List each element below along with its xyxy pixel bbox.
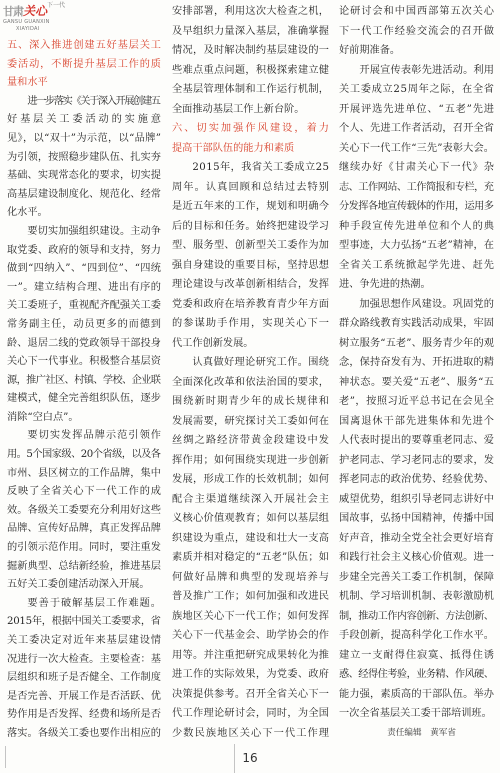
line-text: 代工作创新发展。 <box>172 337 254 349</box>
text-line <box>172 217 329 237</box>
line-text: 决策提供参考。召开全省关心下一 <box>172 688 330 700</box>
line-text: 提高干部队伍的能力和素质 <box>172 142 295 154</box>
text-line <box>7 595 161 614</box>
line-text: 能力强，素质高的干部队伍。举办 <box>339 688 495 700</box>
text-line <box>7 130 161 149</box>
text-line <box>7 669 161 688</box>
editor-credit: 责任编辑 黄军省 <box>387 727 456 738</box>
text-line <box>7 353 161 372</box>
text-line <box>7 409 161 428</box>
text-line <box>7 613 161 632</box>
line-text: 进、争先进的热潮。 <box>339 279 431 290</box>
text-line <box>7 558 161 577</box>
text-line <box>7 427 161 446</box>
text-line <box>339 490 494 510</box>
line-text: 关工委决定对近年来基层建设情 <box>7 635 162 646</box>
text-line <box>172 2 329 22</box>
line-text: 周年。认真回顾和总结过去特别 <box>172 181 331 193</box>
text-line <box>172 41 329 61</box>
text-line <box>172 353 329 373</box>
text-line <box>7 502 161 521</box>
line-text: 何做好品牌和典型的发现培养与 <box>172 571 331 583</box>
column-body <box>339 2 494 724</box>
text-line <box>172 139 329 159</box>
text-line <box>172 470 329 490</box>
text-line <box>7 576 161 595</box>
line-text: 义核心价值观教育；如何以基层组 <box>172 513 330 524</box>
line-text: 些难点重点问题，积极探索建立健 <box>172 64 330 76</box>
text-line <box>339 373 494 393</box>
line-text: 论研讨会和中国西部第五次关心 <box>339 6 495 17</box>
line-text: 开展宣传表彰先进活动。利用 <box>359 64 495 76</box>
paragraph-continued <box>339 2 494 61</box>
line-text: 五好关工委创建活动深入开展。 <box>7 579 150 591</box>
line-text: 普及推广工作；如何加强和改进民 <box>172 591 330 602</box>
line-text: 关心下一代工作“三先”表彰大会。 <box>339 142 495 154</box>
text-line <box>339 22 494 42</box>
line-text: 要善于破解基层工作难题。 <box>27 597 163 609</box>
text-line <box>7 56 161 75</box>
text-line <box>7 37 161 56</box>
text-line <box>339 41 494 61</box>
line-text: 树立服务“五老”、服务青少年的观 <box>339 337 495 349</box>
text-line <box>7 316 161 335</box>
text-line <box>339 704 494 724</box>
line-text: 为引领，按照稳步建队伍、扎实夯 <box>7 151 162 163</box>
line-text: 下一代工作经验交流会的召开做 <box>339 25 495 37</box>
line-text: 落实。各级关工委也要作出相应的 <box>7 727 162 739</box>
line-text: 是近五年来的工作，规划和明确今 <box>172 201 330 212</box>
paragraph <box>339 61 494 295</box>
line-text: 理论建设与改革创新相结合，发挥 <box>172 279 330 290</box>
text-line <box>339 236 494 256</box>
text-line <box>172 587 329 607</box>
line-text: 及早组织力量深入基层，准确掌握 <box>172 25 330 37</box>
line-text: 要切实发挥品牌示范引领作 <box>27 430 163 442</box>
line-text: 型事迹，大力弘扬“五老”精神，在 <box>339 240 495 251</box>
text-line <box>172 685 329 705</box>
text-line <box>172 158 329 178</box>
line-text: 分发挥各地宣传载体的作用，运用多 <box>339 201 494 212</box>
line-text: 基础、实现常态化的要求，切实提 <box>7 170 162 182</box>
text-line <box>172 490 329 510</box>
line-text: 种手段宣传先进单位和个人的典 <box>339 220 495 232</box>
line-text: 的引领示范作用。同时，要注重发 <box>7 542 162 554</box>
text-line <box>339 568 494 588</box>
line-text: 情况，及时解决制约基层建设的一 <box>172 45 330 56</box>
line-text: 六、切实加强作风建设，着力 <box>172 123 332 134</box>
line-text: 源，推广社区、村镇、学校、企业联 <box>7 374 161 386</box>
line-text: 威望优势，组织引导老同志讲好中 <box>339 493 495 505</box>
line-text: 和践行社会主义核心价值观。进一 <box>339 552 495 563</box>
line-text: 好声音，推动全党全社会更好培育 <box>339 532 495 544</box>
text-line <box>172 314 329 334</box>
line-text: 型、服务型、创新型关工委作为加 <box>172 240 330 251</box>
text-line <box>339 100 494 120</box>
text-line <box>7 93 161 112</box>
text-line <box>172 178 329 198</box>
text-line <box>339 451 494 471</box>
line-text: 委活动，不断提升基层工作的质 <box>7 58 162 70</box>
line-text: 见》，以“双十”为示范，以“品牌” <box>7 132 162 144</box>
paragraph <box>172 158 329 353</box>
line-text: 要切实加强组织建设。主动争 <box>27 225 162 237</box>
line-text: 势作用是否发挥、经费和场所是否 <box>7 709 162 721</box>
text-line <box>339 353 494 373</box>
text-line <box>339 217 494 237</box>
text-line <box>339 158 494 178</box>
text-line <box>172 568 329 588</box>
text-line <box>172 373 329 393</box>
line-text: 丝绸之路经济带黄金段建设中发 <box>172 435 331 446</box>
line-text: 国离退休干部先进集体和先进个 <box>339 415 495 427</box>
line-text: 品牌、宣传好品牌，真正发挥品牌 <box>7 523 162 535</box>
line-text: 加强思想作风建设。巩固党的 <box>359 298 495 310</box>
line-text: 建立一支耐得住寂寞、抵得住诱 <box>339 649 495 661</box>
text-column-1 <box>7 37 164 744</box>
text-line <box>172 626 329 646</box>
text-line <box>7 539 161 558</box>
text-line <box>339 2 494 22</box>
line-text: 一”。建立结构合理、进出有序的 <box>7 281 162 293</box>
line-text: 代工作理论研讨会，同时，为全国 <box>172 708 330 719</box>
line-text: 用。5个国家级、20个省级，以及各 <box>7 449 161 461</box>
line-text: 全面深化改革和依法治国的要求， <box>172 376 330 388</box>
text-line <box>339 119 494 139</box>
line-text: 高基层建设制度化、规范化、经常 <box>7 188 162 200</box>
text-line <box>7 688 161 707</box>
text-line <box>172 80 329 100</box>
line-text: 市州、县区树立的工作品牌，集中 <box>7 467 162 479</box>
text-line <box>7 186 161 205</box>
line-text: 配合主渠道继续深入开展社会主 <box>172 493 331 505</box>
text-line <box>172 236 329 256</box>
section-heading <box>172 119 332 158</box>
line-text: 围绕新时期青少年的成长规律和 <box>172 396 331 407</box>
text-line <box>172 295 329 315</box>
text-line <box>339 607 494 627</box>
text-line <box>339 314 494 334</box>
line-text: 认真做好理论研究工作。围绕 <box>192 357 330 368</box>
logo-text-xiayidai: 下一代 <box>47 2 66 9</box>
line-text: 惑、经得住考验，业务精、作风硬、 <box>339 669 494 680</box>
text-line <box>339 275 494 295</box>
line-text: 常务副主任，动员更多的而德到 <box>7 318 162 330</box>
text-line <box>172 646 329 666</box>
text-line <box>339 665 494 685</box>
text-line <box>172 724 329 744</box>
text-line <box>339 529 494 549</box>
line-text: 建模式，健全完善组织队伍，逐步 <box>7 393 162 405</box>
text-line <box>7 260 161 279</box>
text-line <box>7 520 161 539</box>
line-text: 安排部署，利用这次大检查之机， <box>172 6 330 17</box>
column-body <box>7 37 164 744</box>
line-text: 发展，形成工作的长效机制；如何 <box>172 474 330 485</box>
line-text: 神状态。要关爱“五老”、服务“五 <box>339 376 495 388</box>
text-line <box>172 509 329 529</box>
line-text: 手段创新，提高科学化工作水平。 <box>339 630 495 641</box>
text-line <box>172 275 329 295</box>
text-line <box>7 651 161 670</box>
line-text: 全面推动基层工作上新台阶。 <box>172 103 305 115</box>
line-text: 国故事，弘扬中国精神，传播中国 <box>339 513 495 524</box>
line-text: 量和水平 <box>7 77 48 89</box>
line-text: 后的目标和任务。始终把建设学习 <box>172 220 330 232</box>
text-line <box>339 548 494 568</box>
text-line <box>7 706 161 725</box>
text-line <box>339 139 494 159</box>
line-text: 化水平。 <box>7 207 48 219</box>
line-text: 用等。并注重把研究成果转化为推 <box>172 649 330 661</box>
text-line <box>7 465 161 484</box>
paragraph-continued <box>172 2 329 119</box>
paragraph <box>7 427 161 594</box>
line-text: 好前期准备。 <box>339 45 401 56</box>
text-line <box>172 548 329 568</box>
text-line <box>7 279 161 298</box>
text-line <box>172 119 332 139</box>
line-text: 开展评选先进单位、“五老”先进 <box>339 103 495 115</box>
line-text: 继续办好《甘肃关心下一代》杂 <box>339 162 495 173</box>
column-body <box>172 2 332 743</box>
line-text: 进工作的实际效果，为党委、政府 <box>172 669 330 680</box>
paragraph <box>339 295 494 724</box>
line-text: 取党委、政府的领导和支持，努力 <box>7 244 162 256</box>
text-line <box>172 412 329 432</box>
text-line <box>172 334 329 354</box>
line-text: 全省关工系统掀起学先进、赶先 <box>339 259 495 271</box>
line-text: 一次全省基层关工委干部培训班。 <box>339 708 492 719</box>
line-text: 制，推动工作内容创新、方法创新、 <box>339 610 494 622</box>
text-line <box>172 431 329 451</box>
text-line <box>172 256 329 276</box>
line-text: 反映了全省关心下一代工作的成 <box>7 486 162 498</box>
text-line <box>7 372 161 391</box>
text-line <box>172 704 329 724</box>
line-text: 念，保持奋发有为、开拓进取的精 <box>339 357 495 368</box>
line-text: 进一步落实《关于深入开展创建五 <box>27 95 160 107</box>
text-line <box>339 685 494 705</box>
text-line <box>7 390 161 409</box>
text-line <box>172 451 329 471</box>
text-line <box>7 223 161 242</box>
text-line <box>172 100 329 120</box>
text-line <box>172 197 329 217</box>
logo-wordmark <box>3 1 71 19</box>
line-text: 族地区关心下一代工作；如何发挥 <box>172 610 330 622</box>
paragraph <box>7 93 164 223</box>
text-line <box>172 607 329 627</box>
line-text: 个人、先进工作者活动，召开全省 <box>339 123 495 134</box>
line-text: 关工委班子，重视配齐配强关工委 <box>7 300 162 312</box>
text-line <box>339 61 494 81</box>
text-line <box>339 626 494 646</box>
text-line <box>339 431 494 451</box>
text-line <box>339 334 494 354</box>
line-text: 五、深入推进创建五好基层关工 <box>7 40 162 51</box>
text-line <box>7 335 161 354</box>
logo-text-guanxin: 关心 <box>23 4 48 18</box>
text-line <box>7 111 164 130</box>
page-number: 16 <box>242 751 258 765</box>
text-line <box>339 392 494 412</box>
text-line <box>339 178 494 198</box>
text-line <box>339 412 494 432</box>
line-text: 发展需要，研究探讨关工委如何在 <box>172 415 330 427</box>
logo-text-gansu: 甘肃 <box>3 5 23 18</box>
line-text: 老”，按照习近平总书记在会见全 <box>339 396 495 407</box>
text-line <box>7 446 161 465</box>
line-text: 龄、退居二线的党政领导干部投身 <box>7 337 162 349</box>
logo-pinyin-line-2: XIAYIDAI <box>16 26 40 32</box>
line-text: 好基层关工委活动的实施意 <box>7 114 164 126</box>
line-text: 志、工作网站、工作简报和专栏，充 <box>339 181 494 193</box>
text-line <box>339 295 494 315</box>
text-line <box>7 483 161 502</box>
text-line <box>339 587 494 607</box>
text-line <box>7 149 161 168</box>
magazine-logo <box>3 1 71 35</box>
text-line <box>7 297 161 316</box>
line-text: 消除“空白点”。 <box>7 411 79 423</box>
text-line <box>7 167 161 186</box>
text-line <box>7 242 161 261</box>
line-text: 的参谋助手作用，实现关心下一 <box>172 318 331 329</box>
line-text: 群众路线教育实践活动成果，牢固 <box>339 318 495 329</box>
text-line <box>172 529 329 549</box>
line-text: 2015年，根据中国关工委要求，省 <box>7 616 161 628</box>
line-text: 关心下一代基金会、助学协会的作 <box>172 630 330 641</box>
line-text: 关工委成立25周年之际，在全省 <box>339 84 495 95</box>
text-line <box>7 74 161 93</box>
line-text: 2015年，我省关工委成立25 <box>192 162 330 173</box>
text-line <box>339 646 494 666</box>
line-text: 强自身建设的重要目标，坚持思想 <box>172 259 330 271</box>
line-text: 层组织和班子是否健全、工作制度 <box>7 672 162 684</box>
text-line <box>339 256 494 276</box>
line-text: 护老同志、学习老同志的要求，发 <box>339 454 495 466</box>
text-line <box>172 392 329 412</box>
text-line <box>172 665 329 685</box>
logo-pinyin-line-1: GANSU GUANXIN <box>3 19 50 25</box>
text-line <box>339 509 494 529</box>
text-column-3 <box>339 2 494 743</box>
line-text: 人代表时提出的要尊重老同志、爱 <box>339 435 495 446</box>
line-text: 掘新典型、总结新经验，推进基层 <box>7 560 162 572</box>
text-line <box>339 197 494 217</box>
line-text: 机制、学习培训机制、表彰激励机 <box>339 591 495 602</box>
line-text: 挥老同志的政治优势、经验优势、 <box>339 474 495 485</box>
paragraph <box>7 595 161 744</box>
text-line <box>7 725 161 744</box>
text-line <box>339 80 494 100</box>
text-line <box>7 204 161 223</box>
line-text: 做到“四纳入”、“四到位”、“四统 <box>7 263 162 275</box>
line-text: 关心下一代事业。积极整合基层资 <box>7 356 162 368</box>
line-text: 党委和政府在培养教育青少年方面 <box>172 298 330 310</box>
text-line <box>172 61 329 81</box>
line-text: 素质并相对稳定的“五老”队伍；如 <box>172 552 330 563</box>
text-line <box>7 632 161 651</box>
text-line <box>339 470 494 490</box>
section-heading <box>7 37 161 93</box>
paragraph <box>7 223 161 428</box>
text-column-2 <box>172 2 332 743</box>
line-text: 少数民族地区关心下一代工作理 <box>172 727 331 739</box>
line-text: 步建全完善关工委工作机制，保障 <box>339 571 495 583</box>
line-text: 效。各级关工委要充分利用好这些 <box>7 504 162 516</box>
line-text: 挥作用；如何围绕实现进一步创新 <box>172 454 330 466</box>
line-text: 全基层管理体制和工作运行机制， <box>172 84 330 95</box>
paragraph <box>172 353 329 743</box>
line-text: 织建设为重点，建设和壮大一支高 <box>172 532 330 544</box>
line-text: 是否完善、开展工作是否活跃、优 <box>7 690 162 702</box>
line-text: 况进行一次大检查。主要检查：基 <box>7 653 162 665</box>
text-line <box>172 22 329 42</box>
